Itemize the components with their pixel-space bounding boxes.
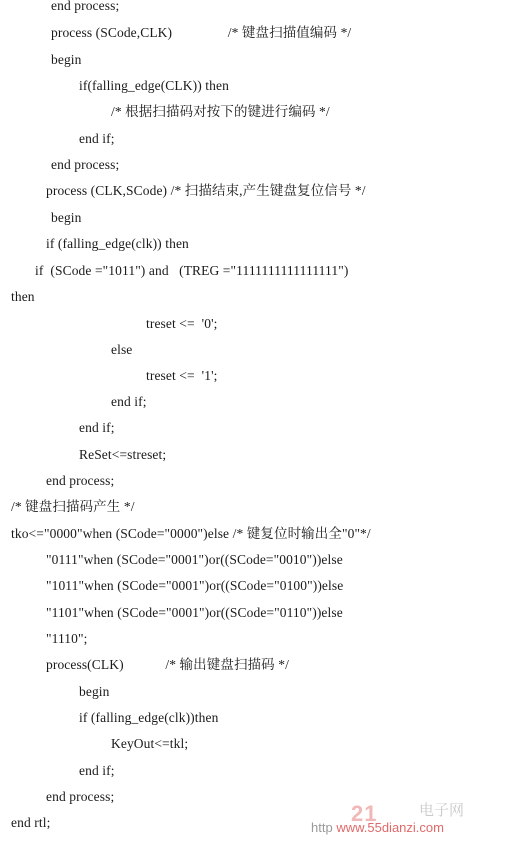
- code-line: /* 根据扫描码对按下的键进行编码 */: [111, 104, 330, 119]
- code-line: "1011"when (SCode="0001")or((SCode="0100"))else: [46, 578, 344, 593]
- code-line: end if;: [79, 420, 115, 435]
- watermark-site-name: 电子网: [419, 801, 465, 819]
- code-line: KeyOut<=tkl;: [111, 736, 189, 751]
- code-line: begin: [51, 52, 82, 67]
- code-line: end process;: [51, 0, 120, 13]
- watermark-logo: 21: [351, 801, 378, 826]
- code-line: end process;: [46, 789, 115, 804]
- code-line: begin: [51, 210, 82, 225]
- code-line: end process;: [46, 473, 115, 488]
- code-line: if(falling_edge(CLK)) then: [79, 78, 229, 93]
- code-line: then: [11, 289, 35, 304]
- code-line: end if;: [79, 763, 115, 778]
- code-line: else: [111, 342, 133, 357]
- code-line: "1101"when (SCode="0001")or((SCode="0110"))else: [46, 605, 343, 620]
- code-line: process (CLK,SCode) /* 扫描结束,产生键盘复位信号 */: [46, 183, 366, 198]
- code-line: "0111"when (SCode="0001")or((SCode="0010"))else: [46, 552, 343, 567]
- code-line: if (falling_edge(clk))then: [79, 710, 219, 725]
- code-line: if (falling_edge(clk)) then: [46, 236, 189, 251]
- code-line: /* 键盘扫描码产生 */: [11, 499, 135, 514]
- code-line: tko<="0000"when (SCode="0000")else /* 键复位时输出全"0"*/: [11, 526, 371, 541]
- code-line: treset <= '1';: [146, 368, 218, 383]
- code-line: ReSet<=streset;: [79, 447, 167, 462]
- code-line: end if;: [111, 394, 147, 409]
- code-line: "1110";: [46, 631, 88, 646]
- watermark-url-text: www.55dianzi.com: [336, 820, 444, 835]
- watermark-url-prefix: http: [311, 820, 333, 835]
- code-line: process (SCode,CLK) /* 键盘扫描值编码 */: [51, 25, 352, 40]
- code-line: if (SCode ="1011") and (TREG ="1111111111111111"): [35, 263, 349, 278]
- code-line: treset <= '0';: [146, 316, 218, 331]
- code-line: end rtl;: [11, 815, 51, 830]
- code-line: end process;: [51, 157, 120, 172]
- code-line: begin: [79, 684, 110, 699]
- code-line: end if;: [79, 131, 115, 146]
- code-line: process(CLK) /* 输出键盘扫描码 */: [46, 657, 289, 672]
